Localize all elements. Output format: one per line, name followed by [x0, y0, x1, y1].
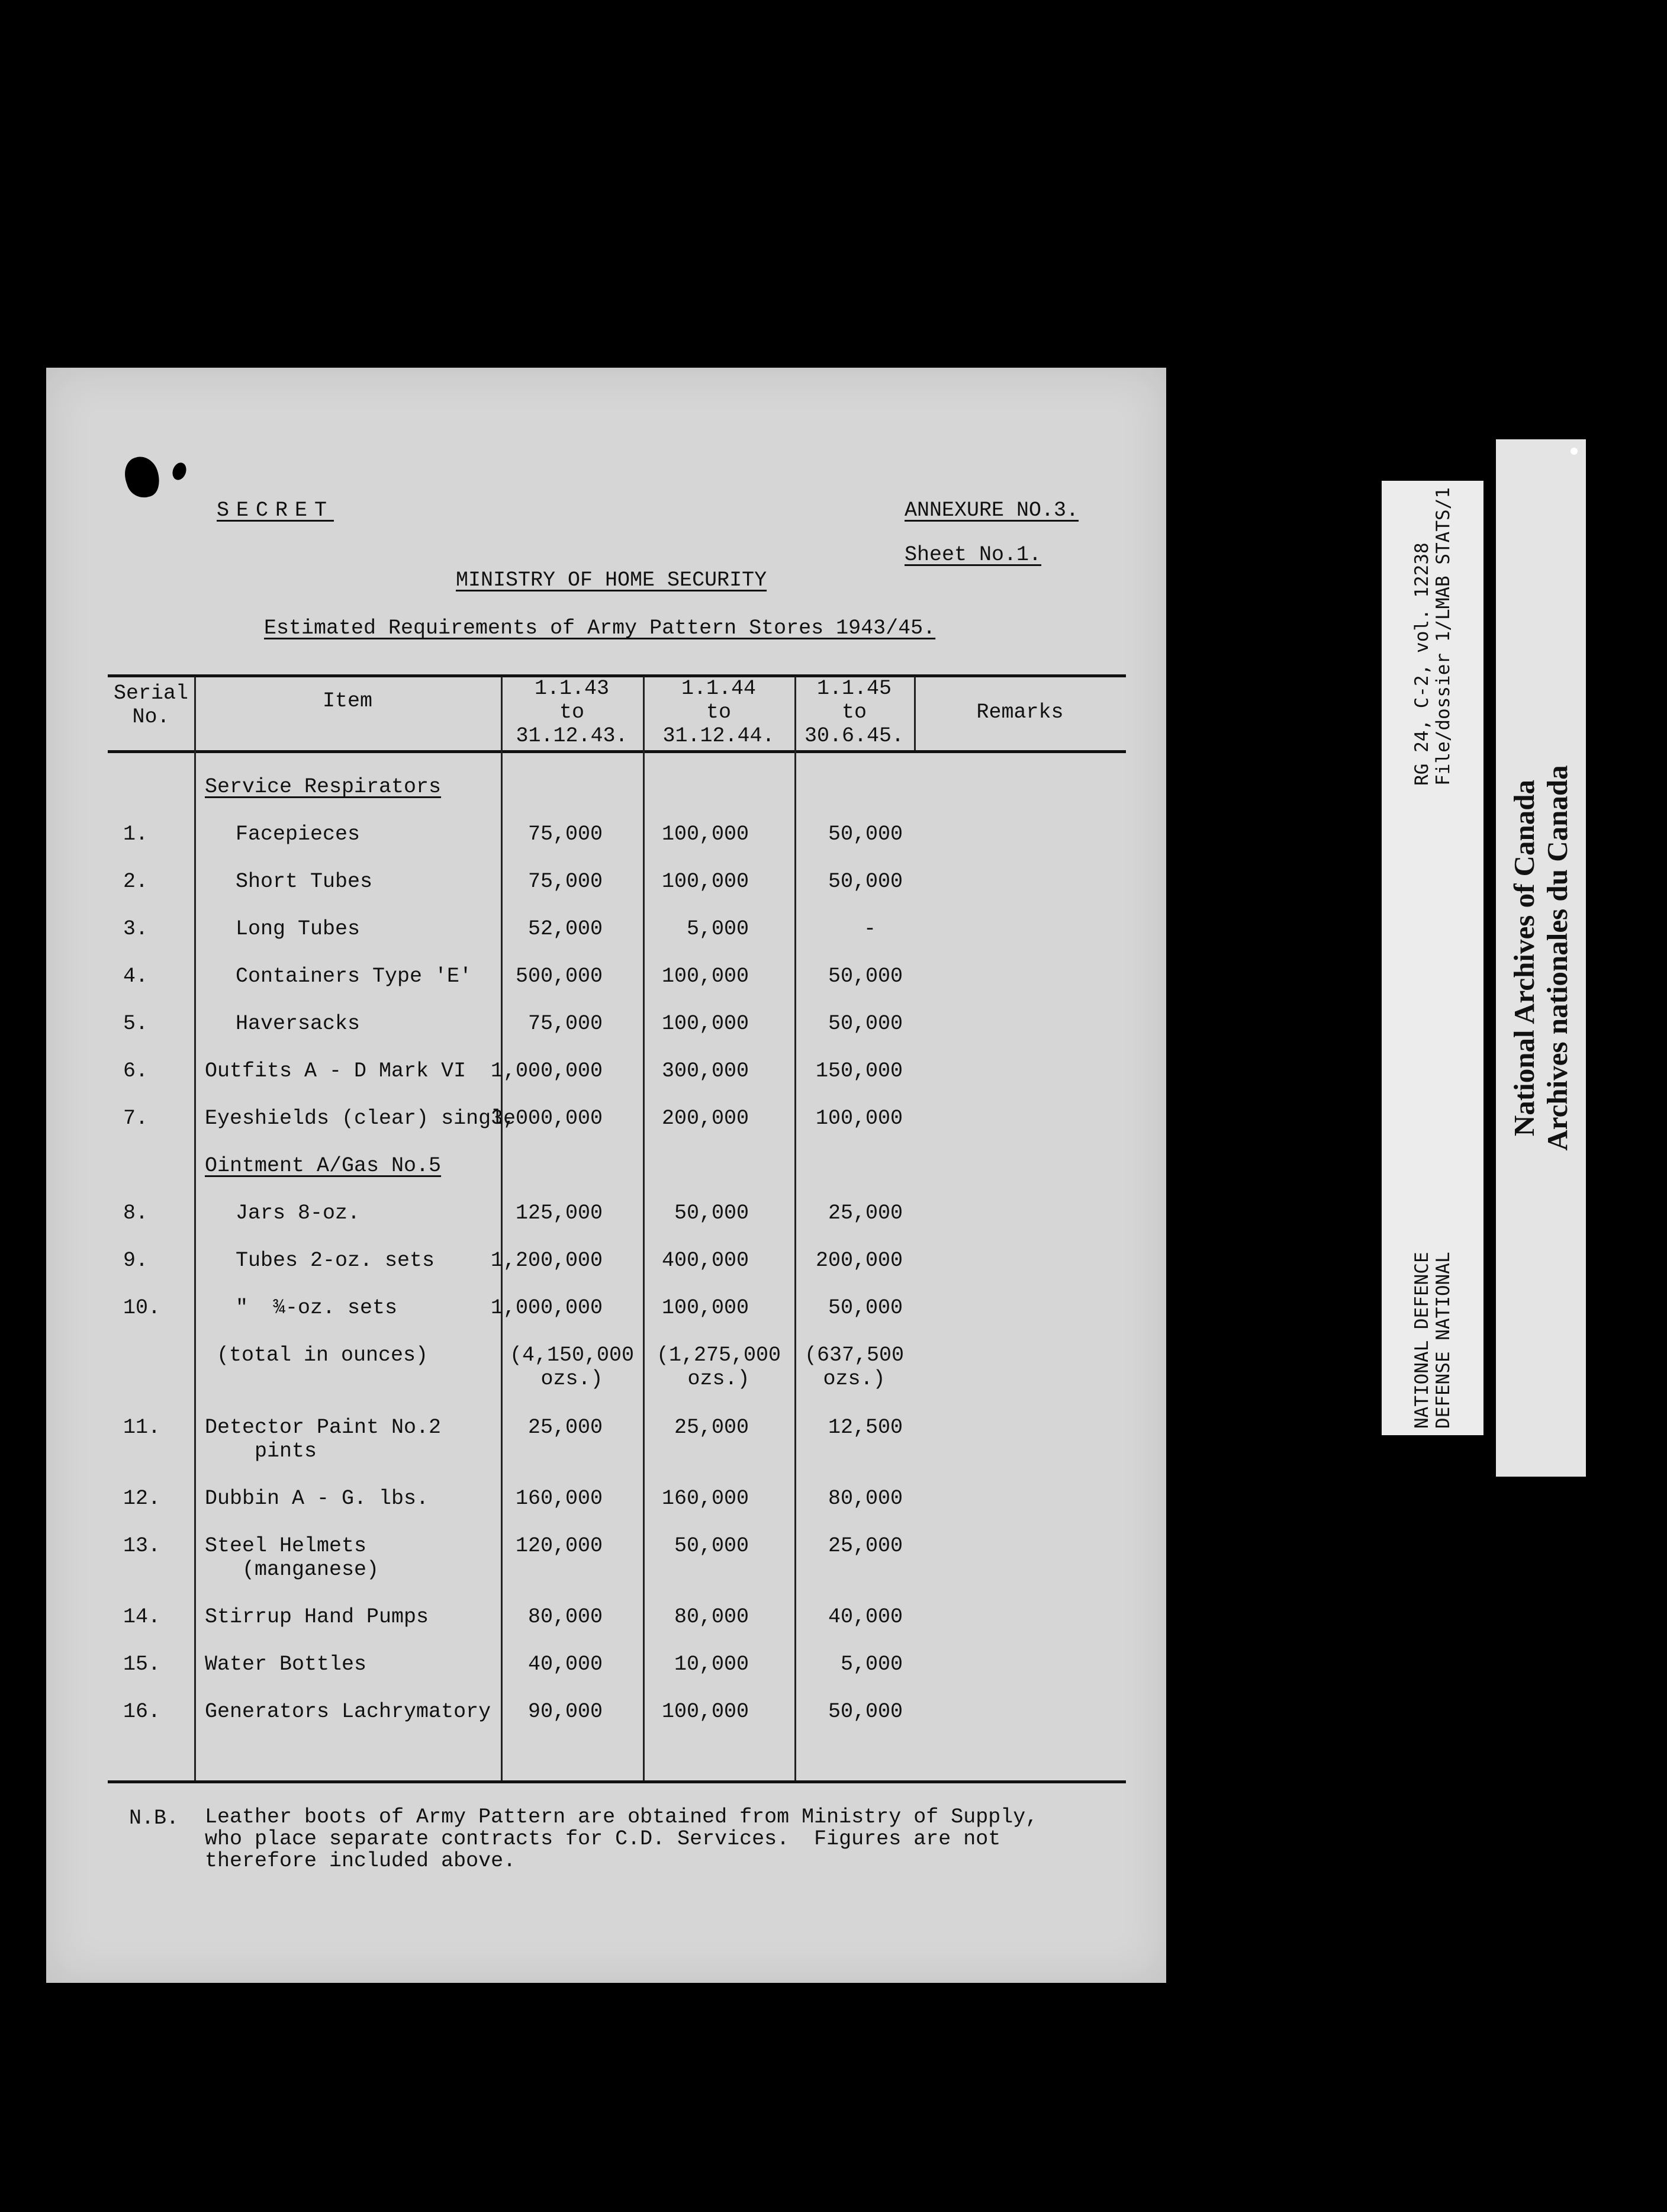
document-title: Estimated Requirements of Army Pattern Stores 1943/45.: [264, 616, 936, 640]
serial-number: 8.: [123, 1201, 149, 1225]
quantity-1945: 12,500: [828, 1416, 903, 1439]
quantity-1944: 25,000: [674, 1416, 749, 1439]
quantity-1944: 100,000: [661, 1700, 749, 1724]
quantity-1943: 90,000: [527, 1700, 603, 1724]
item-name: (total in ounces): [217, 1343, 429, 1367]
quantity-1945: 40,000: [828, 1605, 903, 1629]
serial-number: 15.: [123, 1652, 161, 1676]
department-line-2: DEFENSE NATIONAL: [1433, 1252, 1454, 1429]
item-name: Water Bottles: [205, 1652, 367, 1676]
quantity-1944: 50,000: [674, 1201, 749, 1225]
section-heading-service-respirators: Service Respirators: [205, 775, 442, 799]
table-row: [46, 1487, 1166, 1534]
quantity-1945: 50,000: [828, 822, 903, 846]
quantity-1943: 75,000: [527, 822, 603, 846]
footnote-text: Leather boots of Army Pattern are obtained from Ministry of Supply, who place separate contracts for C.D. Services. Figures are not therefore included above.: [205, 1805, 1038, 1873]
quantity-1945: 50,000: [828, 1296, 903, 1320]
classification-marking: SECRET: [217, 499, 334, 522]
quantity-1944: 400,000: [661, 1249, 749, 1272]
table-row: [46, 1605, 1166, 1652]
quantity-1943: 500,000: [515, 964, 603, 988]
reference-line-2: File/dossier 1/LMAB STATS/1: [1433, 487, 1454, 786]
table-row: [46, 1296, 1166, 1343]
quantity-1943: 160,000: [515, 1487, 603, 1510]
serial-number: 1.: [123, 822, 149, 846]
archives-name-french: Archives nationales du Canada: [1541, 765, 1573, 1151]
item-name: Facepieces: [236, 822, 361, 846]
quantity-1945: 50,000: [828, 870, 903, 893]
item-name: Generators Lachrymatory: [205, 1700, 491, 1724]
annexure-number: ANNEXURE NO.3.: [905, 499, 1079, 522]
quantity-1945: 25,000: [828, 1201, 903, 1225]
label-mark: [1571, 448, 1578, 455]
item-name: Eyeshields (clear) single: [205, 1107, 516, 1130]
serial-number: 6.: [123, 1059, 149, 1083]
serial-number: 9.: [123, 1249, 149, 1272]
table-row-total-ounces: [46, 1343, 1166, 1400]
quantity-1944: 100,000: [661, 870, 749, 893]
table-row: [46, 870, 1166, 917]
quantity-1943: 1,000,000: [490, 1059, 603, 1083]
table-bottom-rule: [108, 1780, 1126, 1783]
quantity-1945: 50,000: [828, 1012, 903, 1036]
sheet-number: Sheet No.1.: [905, 543, 1042, 567]
quantity-1944: 200,000: [661, 1107, 749, 1130]
item-name: Dubbin A - G. lbs.: [205, 1487, 429, 1510]
quantity-1945: 80,000: [828, 1487, 903, 1510]
quantity-1944: 100,000: [661, 1012, 749, 1036]
item-name: " ¾-oz. sets: [236, 1296, 398, 1320]
quantity-1943: 125,000: [515, 1201, 603, 1225]
table-row: [46, 1534, 1166, 1591]
item-name: Long Tubes: [236, 917, 361, 941]
quantity-1943: 25,000: [527, 1416, 603, 1439]
column-header-item: Item: [322, 689, 372, 713]
table-row: [46, 1249, 1166, 1296]
quantity-1944: 80,000: [674, 1605, 749, 1629]
quantity-1943: 1,000,000: [490, 1296, 603, 1320]
item-name: Haversacks: [236, 1012, 361, 1036]
column-header-remarks: Remarks: [976, 700, 1064, 724]
table-row: [46, 1700, 1166, 1747]
total-1945: (637,500 ozs.): [804, 1343, 905, 1391]
item-name: Detector Paint No.2 pints: [205, 1416, 442, 1463]
table-row: [46, 1107, 1166, 1154]
table-row: [46, 917, 1166, 964]
serial-number: 10.: [123, 1296, 161, 1320]
document-page: [46, 368, 1166, 1983]
table-row: [46, 822, 1166, 870]
footnote-label: N.B.: [129, 1806, 179, 1830]
quantity-1944: 100,000: [661, 1296, 749, 1320]
quantity-1945: 50,000: [828, 1700, 903, 1724]
item-name: Outfits A - D Mark VI: [205, 1059, 466, 1083]
archives-canada-label: [1496, 439, 1586, 1477]
serial-number: 5.: [123, 1012, 149, 1036]
quantity-1943: 3,000,000: [490, 1107, 603, 1130]
quantity-1945: 50,000: [828, 964, 903, 988]
item-name: Tubes 2-oz. sets: [236, 1249, 435, 1272]
column-header-serial: Serial No.: [113, 681, 189, 729]
table-row: [46, 1012, 1166, 1059]
table-row: [46, 1652, 1166, 1700]
quantity-1943: 75,000: [527, 870, 603, 893]
serial-number: 16.: [123, 1700, 161, 1724]
quantity-1945: 150,000: [815, 1059, 903, 1083]
section-heading-ointment: Ointment A/Gas No.5: [205, 1154, 442, 1178]
column-header-period-1944: 1.1.44 to 31.12.44.: [662, 677, 775, 748]
quantity-1944: 50,000: [674, 1534, 749, 1558]
department-line-1: NATIONAL DEFENCE: [1411, 1252, 1433, 1429]
quantity-1943: 120,000: [515, 1534, 603, 1558]
column-header-period-1943: 1.1.43 to 31.12.43.: [516, 677, 628, 748]
quantity-1944: 160,000: [661, 1487, 749, 1510]
item-name: Stirrup Hand Pumps: [205, 1605, 429, 1629]
total-1944: (1,275,000 ozs.): [656, 1343, 781, 1391]
serial-number: 3.: [123, 917, 149, 941]
quantity-1943: 52,000: [527, 917, 603, 941]
ink-blot: [170, 461, 189, 482]
quantity-1944: 100,000: [661, 822, 749, 846]
quantity-1943: 1,200,000: [490, 1249, 603, 1272]
table-row: [46, 1201, 1166, 1249]
item-name: Steel Helmets (manganese): [205, 1534, 379, 1581]
quantity-1945: 25,000: [828, 1534, 903, 1558]
quantity-1945: 5,000: [840, 1652, 903, 1676]
quantity-1943: 80,000: [527, 1605, 603, 1629]
quantity-1943: 75,000: [527, 1012, 603, 1036]
quantity-1944: 5,000: [686, 917, 749, 941]
serial-number: 11.: [123, 1416, 161, 1439]
table-row: [46, 1416, 1166, 1472]
quantity-1943: 40,000: [527, 1652, 603, 1676]
serial-number: 7.: [123, 1107, 149, 1130]
total-1943: (4,150,000 ozs.): [509, 1343, 635, 1391]
quantity-1945: 100,000: [815, 1107, 903, 1130]
serial-number: 14.: [123, 1605, 161, 1629]
ministry-heading: MINISTRY OF HOME SECURITY: [456, 568, 767, 592]
table-row: [46, 1059, 1166, 1107]
quantity-1944: 100,000: [661, 964, 749, 988]
quantity-1944: 10,000: [674, 1652, 749, 1676]
serial-number: 12.: [123, 1487, 161, 1510]
item-name: Jars 8-oz.: [236, 1201, 361, 1225]
item-name: Containers Type 'E': [236, 964, 472, 988]
serial-number: 4.: [123, 964, 149, 988]
ink-blot: [120, 452, 165, 502]
quantity-1944: 300,000: [661, 1059, 749, 1083]
quantity-1945: -: [863, 917, 876, 941]
table-row: [46, 964, 1166, 1012]
table-header-rule: [108, 750, 1126, 753]
archive-reference-label: [1382, 481, 1483, 1435]
item-name: Short Tubes: [236, 870, 373, 893]
quantity-1945: 200,000: [815, 1249, 903, 1272]
serial-number: 13.: [123, 1534, 161, 1558]
archives-name-english: National Archives of Canada: [1508, 779, 1540, 1137]
serial-number: 2.: [123, 870, 149, 893]
reference-line-1: RG 24, C-2, vol. 12238: [1411, 542, 1433, 786]
column-header-period-1945: 1.1.45 to 30.6.45.: [804, 677, 905, 748]
